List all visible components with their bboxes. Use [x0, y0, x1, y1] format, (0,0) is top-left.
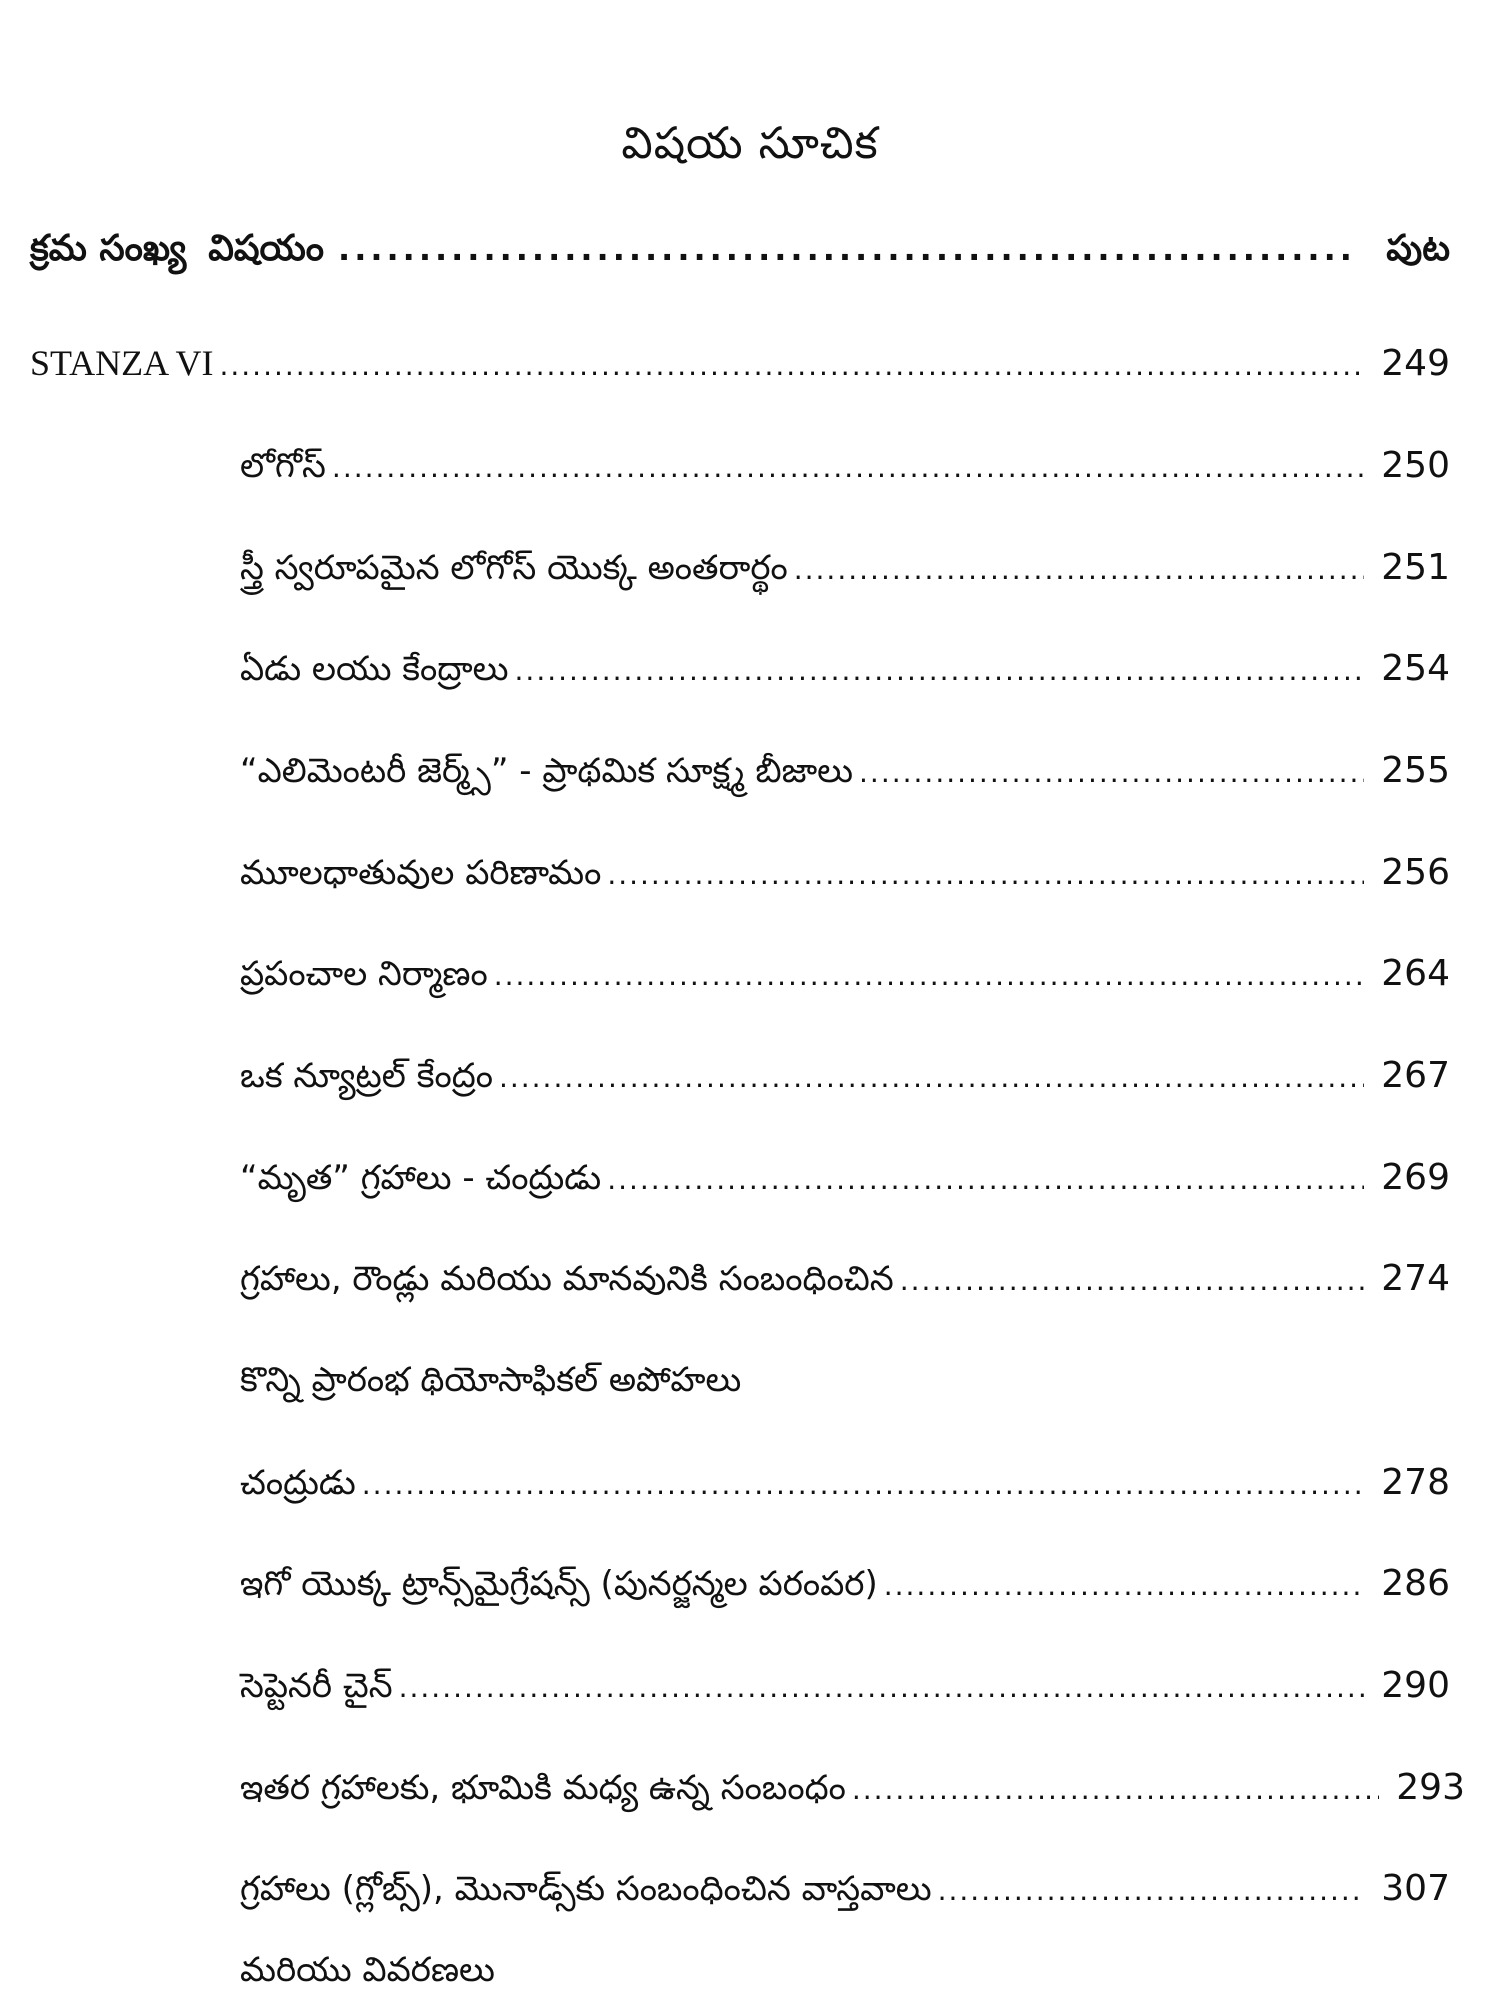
dot-leader: [938, 1874, 1364, 1907]
dot-leader: [607, 858, 1364, 891]
entry-title: లోగోస్: [240, 446, 326, 486]
entry-title: ఇగో యొక్క ట్రాన్స్‌మైగ్రేషన్స్ (పునర్జన్మల పరంపర): [240, 1564, 878, 1604]
page-number: 293: [1396, 1767, 1465, 1808]
entry-title: ప్రపంచాల నిర్మాణం: [240, 954, 488, 994]
subject-header: విషయం: [208, 228, 325, 269]
entry-title: సెప్టెనరీ చైన్: [240, 1666, 393, 1706]
page-number: 286: [1381, 1563, 1450, 1604]
dot-leader: [794, 553, 1364, 586]
page-number: 269: [1381, 1157, 1450, 1198]
dot-leader: [399, 1671, 1364, 1704]
page-number: 267: [1381, 1055, 1450, 1096]
dot-leader: [515, 654, 1364, 687]
page-number: 255: [1381, 750, 1450, 791]
dot-leader: [859, 756, 1364, 789]
toc-entry: [240, 648, 1450, 697]
toc-stanza-row: [30, 342, 1450, 384]
toc-entry: [240, 852, 1450, 901]
page-header: పుట: [1386, 228, 1450, 269]
dot-leader: [338, 230, 1356, 268]
page-number: 264: [1381, 953, 1450, 994]
entry-title: మరియు వివరణలు: [240, 1950, 495, 1990]
toc-entry: [240, 750, 1450, 799]
toc-entry-continuation: [240, 1360, 1450, 1408]
dot-leader: [852, 1773, 1379, 1806]
toc-entry: [240, 1868, 1450, 1917]
dot-leader: [884, 1569, 1364, 1602]
toc-entry: [240, 1055, 1450, 1104]
entry-title: స్త్రీ స్వరూపమైన లోగోస్ యొక్క అంతరార్థం: [240, 548, 788, 588]
toc-entry: [240, 1462, 1450, 1511]
page-number: 290: [1381, 1665, 1450, 1706]
entry-title: గ్రహాలు (గ్లోబ్స్), మొనాడ్స్‌కు సంబంధించిన వాస్తవాలు: [240, 1869, 932, 1909]
page-number: 250: [1381, 445, 1450, 486]
page-number: 307: [1381, 1868, 1450, 1909]
entry-title: గ్రహాలు, రౌండ్లు మరియు మానవునికి సంబంధించిన: [240, 1259, 894, 1299]
toc-entry: [240, 1767, 1465, 1816]
toc-entry: [240, 1665, 1450, 1714]
entry-title: ఏడు లయు కేంద్రాలు: [240, 649, 509, 689]
page-number: 251: [1381, 547, 1450, 588]
entry-title: “మృత” గ్రహాలు - చంద్రుడు: [240, 1158, 602, 1198]
page-number: 249: [1381, 343, 1450, 384]
serial-number-header: క్రమ సంఖ్య: [30, 228, 187, 269]
toc-header-row: [30, 228, 1450, 278]
toc-entry: [240, 547, 1450, 596]
toc-entry: [240, 1157, 1450, 1206]
dot-leader: [499, 1061, 1364, 1094]
toc-entry-continuation: [240, 1950, 1450, 1998]
entry-title: చంద్రుడు: [240, 1463, 356, 1503]
stanza-label: STANZA VI: [30, 343, 214, 383]
page-number: 274: [1381, 1258, 1450, 1299]
toc-entry: [240, 1563, 1450, 1612]
page-number: 254: [1381, 648, 1450, 689]
entry-title: “ఎలిమెంటరీ జెర్మ్స్” - ప్రాథమిక సూక్ష్మ బీజాలు: [240, 751, 854, 791]
page-title: విషయ సూచిక: [621, 118, 879, 169]
toc-entry: [240, 1258, 1450, 1307]
toc-entry: [240, 445, 1450, 494]
page-number: 278: [1381, 1462, 1450, 1503]
dot-leader: [332, 451, 1364, 484]
entry-title: కొన్ని ప్రారంభ థియోసాఫికల్ అపోహలు: [240, 1360, 742, 1400]
toc-entry: [240, 953, 1450, 1002]
dot-leader: [494, 959, 1364, 992]
dot-leader: [219, 349, 1364, 382]
entry-title: మూలధాతువుల పరిణామం: [240, 853, 602, 893]
entry-title: ఇతర గ్రహాలకు, భూమికి మధ్య ఉన్న సంబంధం: [240, 1768, 846, 1808]
dot-leader: [362, 1468, 1364, 1501]
dot-leader: [607, 1163, 1364, 1196]
dot-leader: [900, 1264, 1364, 1297]
page-number: 256: [1381, 852, 1450, 893]
entry-title: ఒక న్యూట్రల్ కేంద్రం: [240, 1056, 493, 1096]
